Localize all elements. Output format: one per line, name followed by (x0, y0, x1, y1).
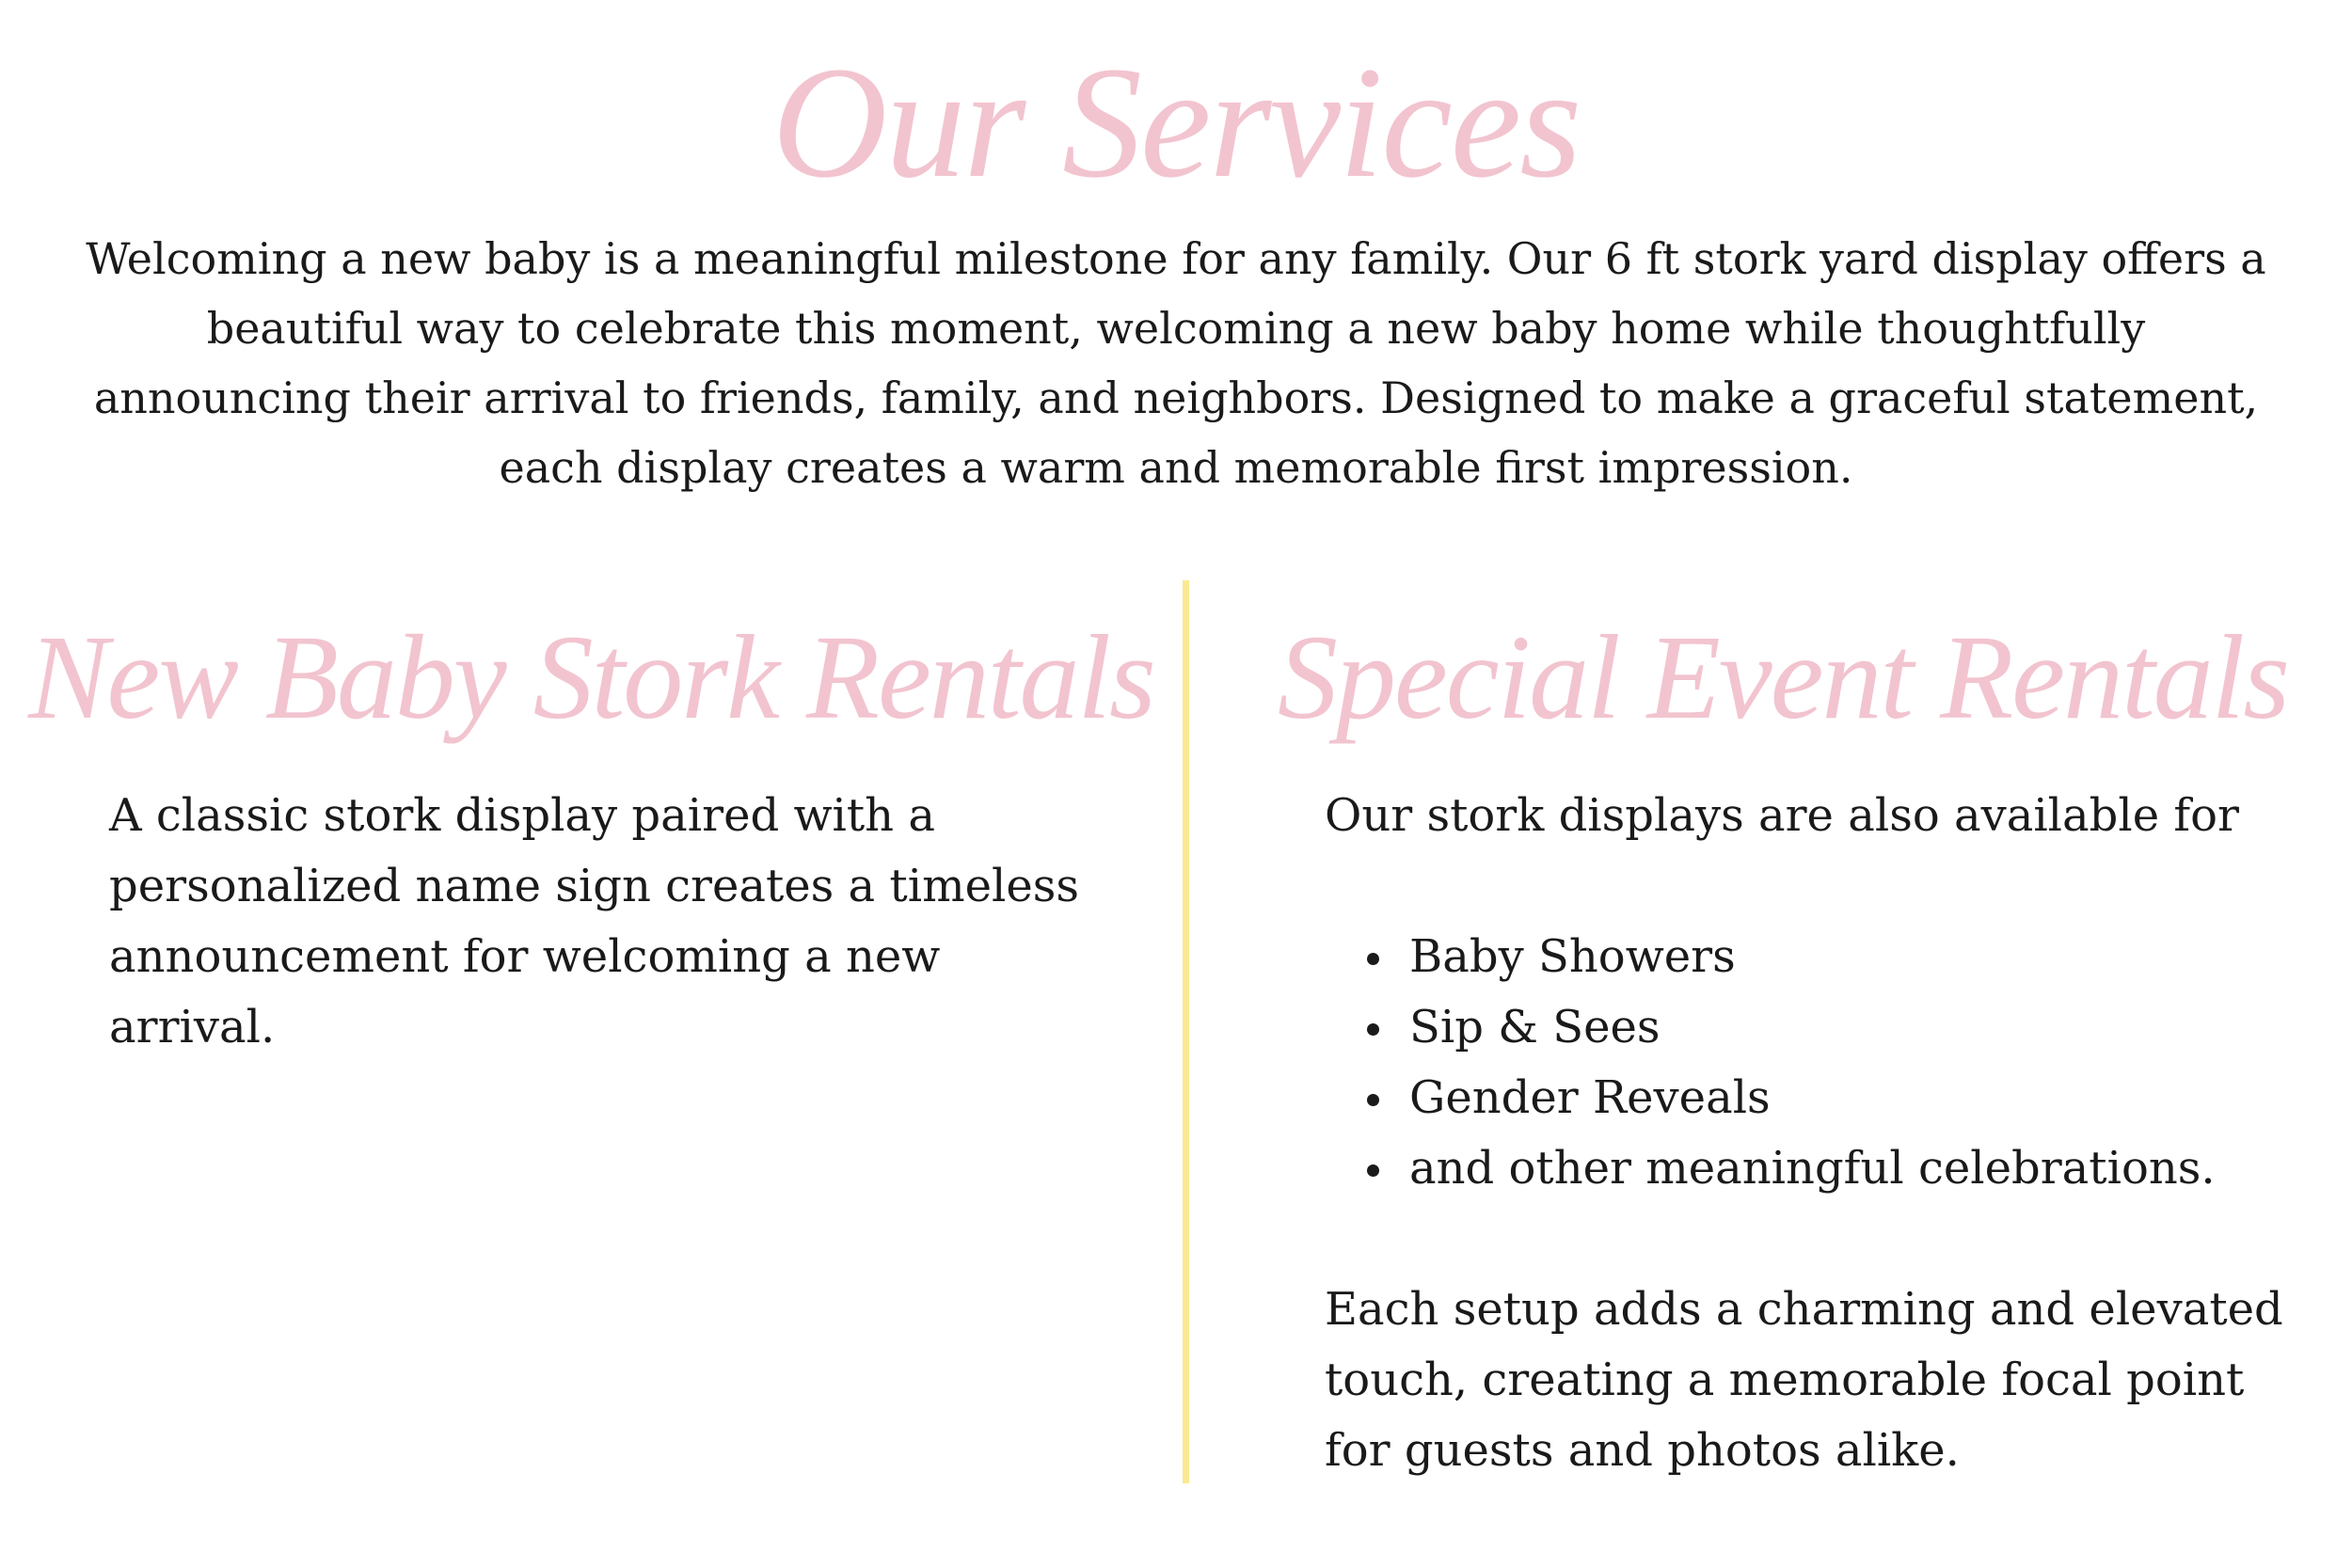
special-event-closing: Each setup adds a charming and elevated touch, creating a memorable focal point for guests and photos alike. (1325, 1283, 2283, 1477)
new-baby-description: A classic stork display paired with a personalized name sign creates a timeless announcement for welcoming a new arrival. (109, 789, 1080, 1053)
list-item: Sip & Sees (1409, 992, 2303, 1063)
new-baby-stork-rentals-heading: New Baby Stork Rentals (28, 610, 1154, 744)
list-item: Gender Reveals (1409, 1063, 2303, 1133)
special-event-rentals-heading: Special Event Rentals (1277, 610, 2289, 744)
special-event-content (1325, 781, 2303, 1486)
column-divider (1183, 580, 1189, 1483)
page-title: Our Services (771, 34, 1581, 211)
intro-paragraph: Welcoming a new baby is a meaningful milestone for any family. Our 6 ft stork yard display offers a beautiful way to celebrate this moment, welcoming a new baby home while thoughtfully announcing their arrival to friends, family, and neighbors. Designed to make a graceful statement, each display creates a warm and memorable first impression. (86, 233, 2266, 493)
event-list (1325, 922, 2303, 1204)
list-item: Baby Showers (1409, 922, 2303, 992)
list-item: and other meaningful celebrations. (1409, 1133, 2303, 1204)
special-event-lead: Our stork displays are also available for (1325, 789, 2239, 842)
